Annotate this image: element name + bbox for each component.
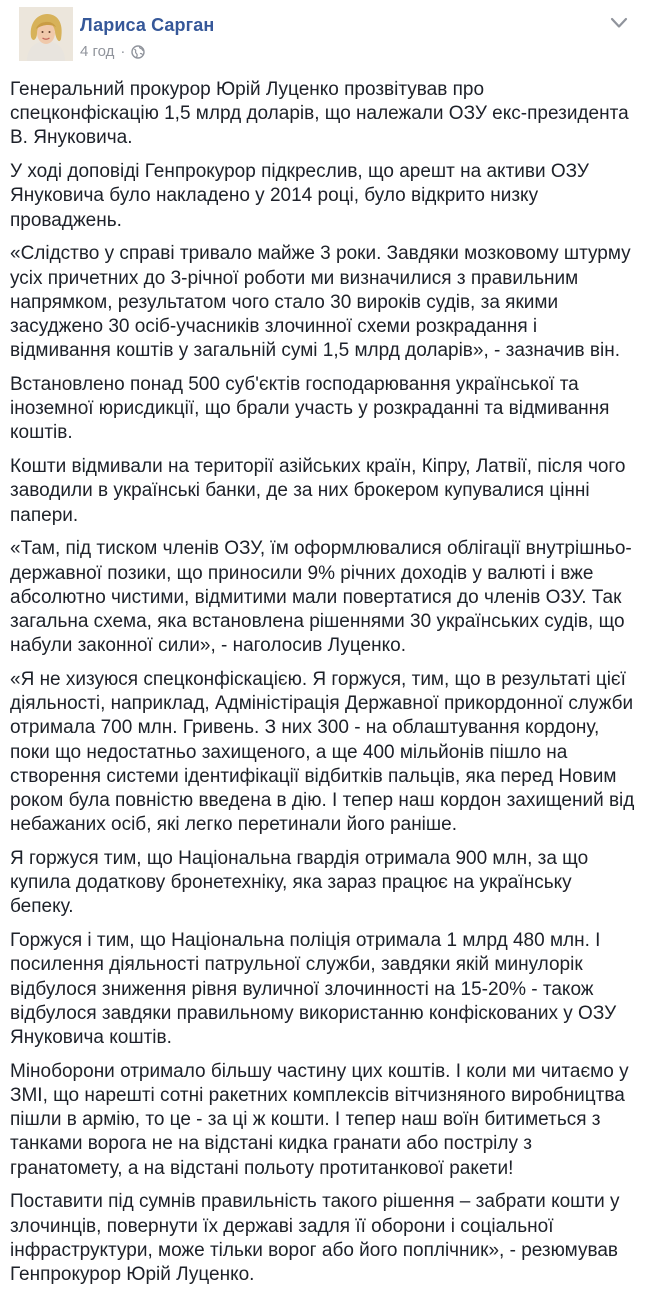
post-paragraph: «Там, під тиском членів ОЗУ, їм оформлювалися облігації внутрішньо-державної позики, що приносили 9% річних доходів у валюті і вже абсолютно чистими, відмитими мали повертатися до членів ОЗУ. Так загальна схема, яка встановлена рішеннями 30 українських судів, що набули законної сили», - наголосив Луценко.	[10, 538, 632, 657]
post-header	[10, 0, 640, 72]
chevron-down-icon[interactable]	[610, 16, 628, 28]
meta-separator: ·	[120, 43, 126, 60]
post-paragraph: Горжуся і тим, що Національна поліція отримала 1 млрд 480 млн. І посилення діяльності патрульної служби, завдяки якій минулорік відбулося зниження рівня вуличної злочинності на 15-20% - також відбулося завдяки правильному використанню конфіскованих у ОЗУ Януковича коштів.	[10, 930, 617, 1049]
post-paragraph: «Слідство у справі тривало майже 3 роки. Завдяки мозковому штурму усіх причетних до 3-річної роботи ми визначилися з правильним напрямком, результатом чого стало 30 вироків судів, за якими засуджено 30 осіб-учасників злочинної схеми розкрадання і відмивання коштів у загальній сумі 1,5 млрд доларів», - зазначив він.	[10, 243, 631, 362]
post-paragraph: Поставити під сумнів правильність такого рішення – забрати кошти у злочинців, повернути їх державі задля її оборони і соціальної інфраструктури, може тільки ворог або його поплічник», - резюмував Генпрокурор Юрій Луценко.	[10, 1191, 620, 1286]
post-paragraph: Міноборони отримало більшу частину цих коштів. І коли ми читаємо у ЗМІ, що нарешті сотні ракетних комплексів вітчизняного виробництва пішли в армію, то це - за ці ж кошти. І тепер наш воїн битиметься з танками ворога не на відстані кидка гранати або пострілу з гранатомету, а на відстані польоту протитанкової ракети!	[10, 1060, 629, 1179]
avatar-image	[19, 7, 73, 61]
post-paragraph: У ході доповіді Генпрокурор підкреслив, що арешт на активи ОЗУ Януковича було накладено у 2014 році, було відкрито низку проваджень.	[10, 161, 589, 231]
post-paragraph: Генеральний прокурор Юрій Луценко прозвітував про спецконфіскацію 1,5 млрд доларів, що належали ОЗУ екс-президента В. Януковича.	[10, 79, 629, 149]
post-time[interactable]: 4 год	[80, 43, 115, 60]
post-paragraph: «Я не хизуюся спецконфіскацією. Я горжуся, тим, що в результаті цієї діяльності, наприклад, Адміністірація Державної прикордонної служби отримала 700 млн. Гривень. З них 300 - на облаштування кордону, поки що недостатньо захищеного, а ще 400 мільйонів пішло на створення системи ідентифікації відбитків пальців, яка перед Новим роком була повністю введена в дію. І тепер наш кордон захищений від небажаних осіб, які легко перетинали його раніше.	[10, 669, 635, 836]
avatar[interactable]	[19, 7, 73, 61]
post-paragraph: Кошти відмивали на території азійських країн, Кіпру, Латвії, після чого заводили в українські банки, де за них брокером купувалися цінні папери.	[10, 456, 626, 526]
post-paragraph: Встановлено понад 500 суб'єктів господарювання української та іноземної юрисдикції, що брали участь у розкраданні та відмивання коштів.	[10, 374, 610, 444]
post-body	[10, 78, 638, 1297]
post-meta	[80, 43, 145, 60]
post-paragraph: Я горжуся тим, що Національна гвардія отримала 900 млн, за що купила додаткову бронетехніку, яка зараз працює на українську бепеку.	[10, 848, 589, 918]
author-name[interactable]: Лариса Сарган	[80, 15, 215, 35]
globe-icon[interactable]	[131, 45, 145, 59]
